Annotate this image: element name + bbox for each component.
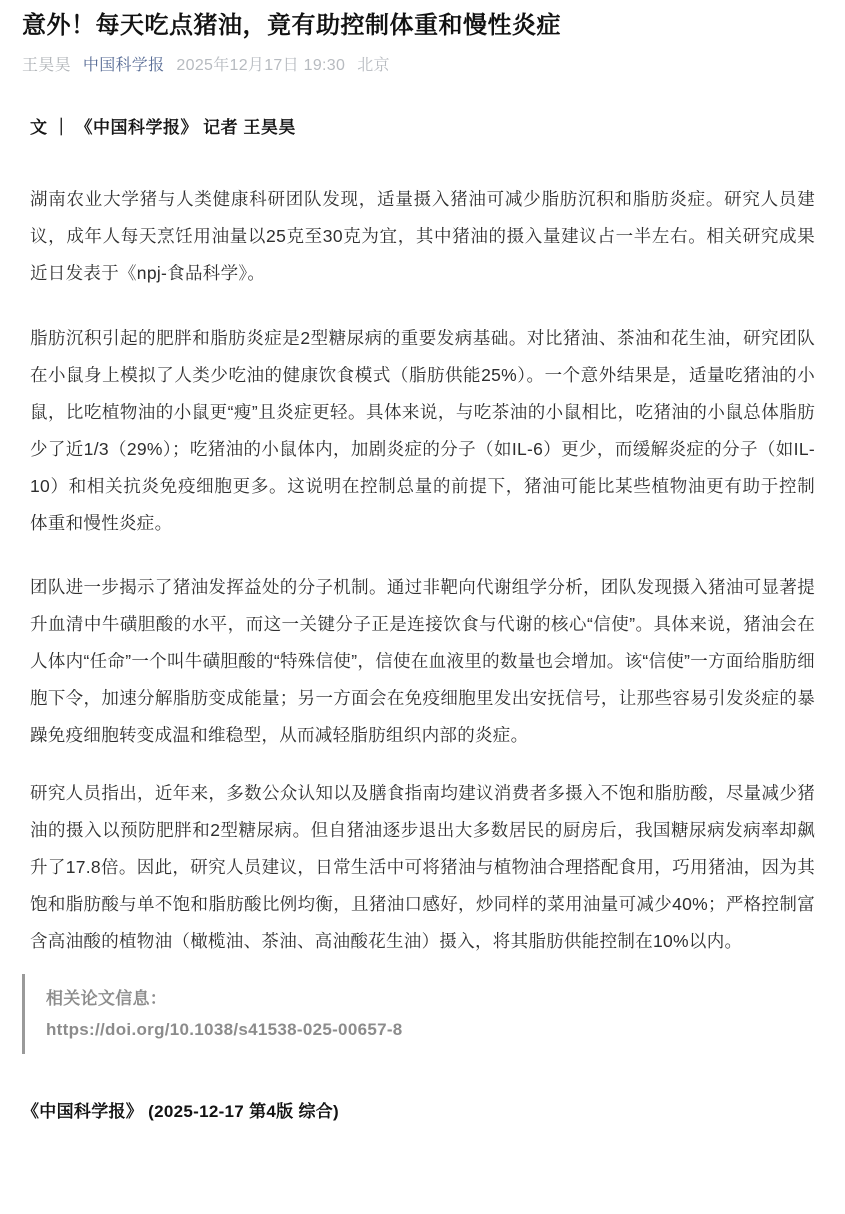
paper-info-label: 相关论文信息： [46,989,168,1008]
paper-doi-link[interactable]: https://doi.org/10.1038/s41538-025-00657-8 [46,1020,403,1039]
byline [22,55,815,77]
article-paragraph-3: 团队进一步揭示了猪油发挥益处的分子机制。通过非靶向代谢组学分析，团队发现摄入猪油可显著提升血清中牛磺胆酸的水平，而这一关键分子正是连接饮食与代谢的核心“信使”。具体来说，猪油会在人体内“任命”一个叫牛磺胆酸的“特殊信使”，信使在血液里的数量也会增加。该“信使”一方面给脂肪细胞下令，加速分解脂肪变成能量；另一方面会在免疫细胞里发出安抚信号，让那些容易引发炎症的暴躁免疫细胞转变成温和维稳型，从而减轻脂肪组织内部的炎症。 [30,577,815,745]
paper-info-block [22,974,815,1054]
article-body [22,116,815,1054]
article-paragraph-4: 研究人员指出，近年来，多数公众认知以及膳食指南均建议消费者多摄入不饱和脂肪酸，尽量减少猪油的摄入以预防肥胖和2型糖尿病。但自猪油逐步退出大多数居民的厨房后，我国糖尿病发病率却飙升了17.8倍。因此，研究人员建议，日常生活中可将猪油与植物油合理搭配食用，巧用猪油，因为其饱和脂肪酸与单不饱和脂肪酸比例均衡，且猪油口感好，炒同样的菜用油量可减少40%；严格控制富含高油酸的植物油（橄榄油、茶油、高油酸花生油）摄入，将其脂肪供能控制在10%以内。 [30,783,815,951]
article-title: 意外！每天吃点猪油，竟有助控制体重和慢性炎症 [22,12,561,39]
byline-source-link[interactable]: 中国科学报 [82,57,165,74]
byline-datetime: 2025年12月17日 19:30 [176,57,346,74]
source-footer: 《中国科学报》 (2025-12-17 第4版 综合) [22,1102,340,1121]
byline-location: 北京 [357,57,390,74]
article-lead: 文 ｜ 《中国科学报》 记者 王昊昊 [30,118,296,137]
article-paragraph-2: 脂肪沉积引起的肥胖和脂肪炎症是2型糖尿病的重要发病基础。对比猪油、茶油和花生油，研究团队在小鼠身上模拟了人类少吃油的健康饮食模式（脂肪供能25%）。一个意外结果是，适量吃猪油的小鼠，比吃植物油的小鼠更“瘦”且炎症更轻。具体来说，与吃茶油的小鼠相比，吃猪油的小鼠总体脂肪少了近1/3（29%）；吃猪油的小鼠体内，加剧炎症的分子（如IL-6）更少，而缓解炎症的分子（如IL-10）和相关抗炎免疫细胞更多。这说明在控制总量的前提下，猪油可能比某些植物油更有助于控制体重和慢性炎症。 [30,328,815,533]
article-paragraph-1: 湖南农业大学猪与人类健康科研团队发现，适量摄入猪油可减少脂肪沉积和脂肪炎症。研究人员建议，成年人每天烹饪用油量以25克至30克为宜，其中猪油的摄入量建议占一半左右。相关研究成果近日发表于《npj-食品科学》。 [30,189,815,283]
byline-author: 王昊昊 [22,57,71,74]
